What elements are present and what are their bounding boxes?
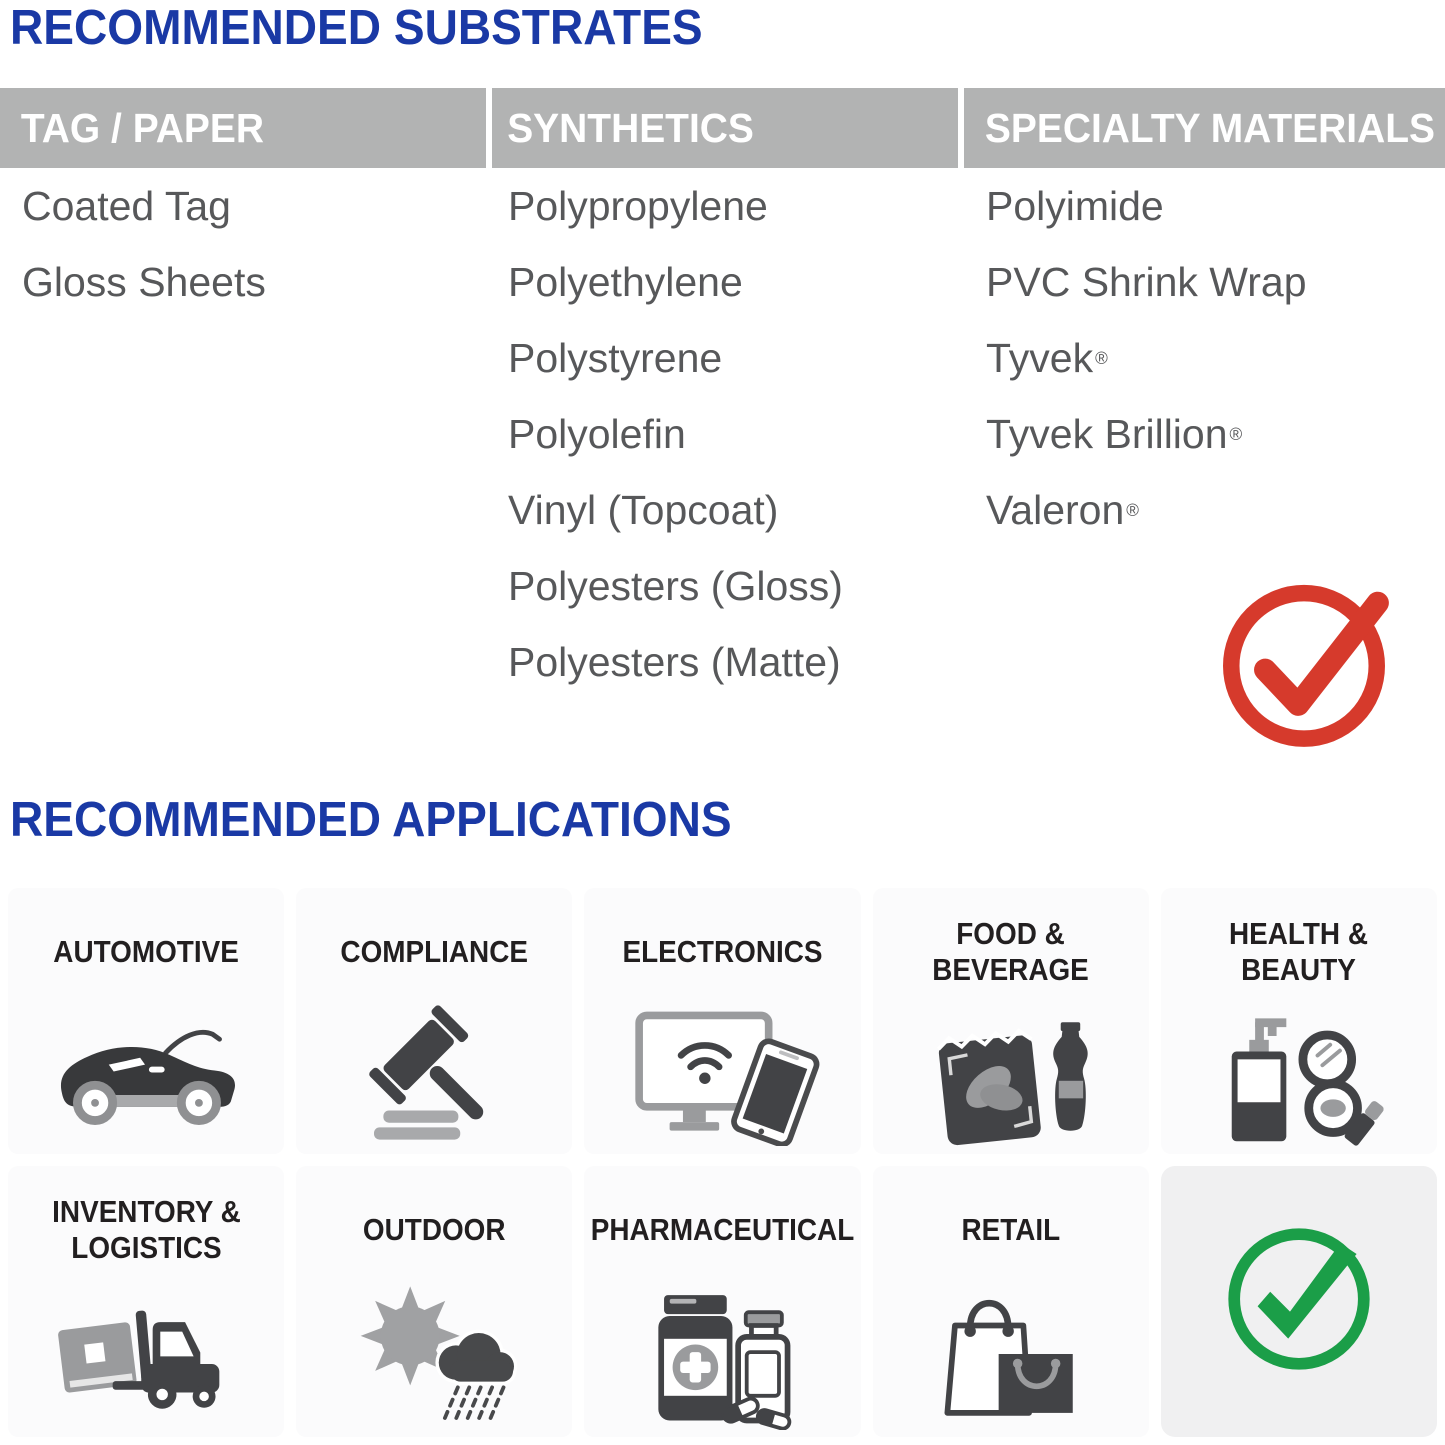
app-card-compliance [296, 888, 572, 1154]
substrates-column-synthetics [492, 88, 958, 700]
snack-bag-and-bottle-icon [873, 992, 1149, 1154]
list-item: Vinyl (Topcoat) [508, 486, 779, 533]
applications-approved-card [1161, 1166, 1437, 1437]
applications-grid [8, 888, 1437, 1437]
app-label: OUTDOOR [362, 1212, 506, 1248]
substrates-section-title: RECOMMENDED SUBSTRATES [10, 1, 703, 55]
app-label: ELECTRONICS [622, 934, 823, 970]
sun-and-rain-cloud-icon [296, 1270, 572, 1437]
forklift-icon [8, 1270, 284, 1437]
app-card-automotive [8, 888, 284, 1154]
substrates-column-tag-paper [0, 88, 486, 700]
app-label: AUTOMOTIVE [53, 934, 239, 970]
applications-section-title: RECOMMENDED APPLICATIONS [10, 793, 732, 847]
list-item: Tyvek Brillion ® [986, 410, 1243, 457]
red-check-circle-icon [1207, 566, 1401, 760]
list-item: Polyesters (Gloss) [508, 562, 843, 609]
column-header-tag-paper [0, 88, 486, 168]
list-item: PVC Shrink Wrap [986, 258, 1307, 305]
app-card-food-beverage [873, 888, 1149, 1154]
app-card-pharmaceutical [584, 1166, 860, 1437]
app-label: HEALTH & BEAUTY [1229, 916, 1369, 987]
list-item: Polyethylene [508, 258, 743, 305]
column-header-label: SYNTHETICS [507, 104, 754, 151]
app-card-outdoor [296, 1166, 572, 1437]
list-item: Polyimide [986, 182, 1164, 229]
app-label: FOOD & BEVERAGE [932, 916, 1089, 987]
column-header-label: SPECIALTY MATERIALS [984, 104, 1436, 151]
app-label: PHARMACEUTICAL [590, 1212, 855, 1248]
list-item: Polyolefin [508, 410, 686, 457]
gavel-icon [296, 992, 572, 1154]
list-item: Tyvek ® [986, 334, 1108, 381]
substrate-list [964, 168, 1445, 548]
green-check-circle-icon [1209, 1209, 1389, 1394]
monitor-and-tablet-icon [584, 992, 860, 1154]
list-item: Valeron ® [986, 486, 1139, 533]
column-header-specialty-materials [964, 88, 1445, 168]
column-header-synthetics [492, 88, 958, 168]
app-card-health-beauty [1161, 888, 1437, 1154]
list-item: Polystyrene [508, 334, 723, 381]
app-card-retail [873, 1166, 1149, 1437]
app-label: RETAIL [961, 1212, 1061, 1248]
list-item: Coated Tag [22, 182, 231, 229]
app-card-inventory-logistics [8, 1166, 284, 1437]
list-item: Polyesters (Matte) [508, 638, 841, 685]
list-item: Polypropylene [508, 182, 768, 229]
app-label: COMPLIANCE [340, 934, 529, 970]
list-item: Gloss Sheets [22, 258, 266, 305]
car-icon [8, 992, 284, 1154]
substrate-list [492, 168, 958, 700]
shopping-bags-icon [873, 1270, 1149, 1437]
app-card-electronics [584, 888, 860, 1154]
cosmetics-icon [1161, 992, 1437, 1154]
substrate-list [0, 168, 486, 320]
medicine-bottles-icon [584, 1270, 860, 1437]
column-header-label: TAG / PAPER [20, 104, 264, 151]
app-label: INVENTORY & LOGISTICS [51, 1194, 241, 1265]
